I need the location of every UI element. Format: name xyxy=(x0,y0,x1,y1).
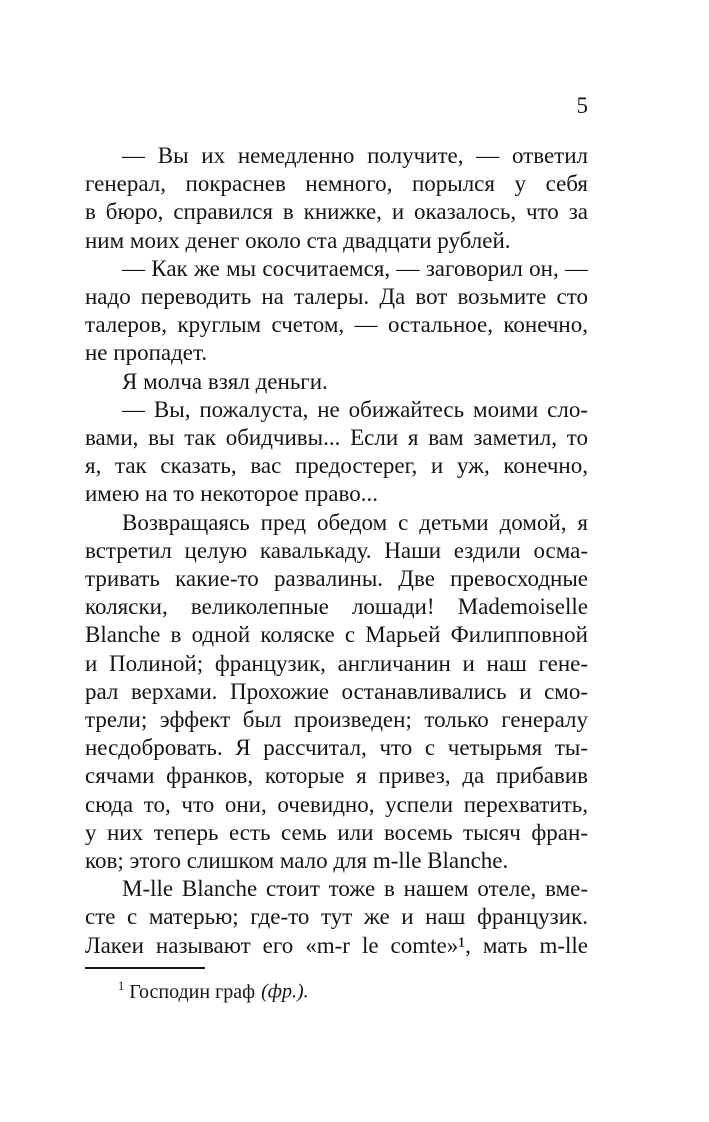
text-line: M-lle Blanche стоит тоже в нашем отеле, вме- xyxy=(122,876,588,902)
body-text xyxy=(85,142,588,1005)
paragraph xyxy=(85,368,588,396)
text-line: встретил целую кавалькаду. Наши ездили осма- xyxy=(85,537,588,563)
text-line: рал верхами. Прохожие останавливались и смо- xyxy=(85,678,588,704)
text-line: тривать какие-то развалины. Две превосходные xyxy=(85,566,588,592)
text-line: — Вы их немедленно получите, — ответил xyxy=(122,143,588,168)
text-line: трели; эффект был произведен; только генералу xyxy=(85,707,588,733)
text-line: в бюро, справился в книжке, и оказалось, что за xyxy=(85,199,588,225)
footnote xyxy=(85,973,588,1005)
text-line: не пропадет. xyxy=(85,340,208,366)
text-line: коляски, великолепные лошади! Mademoiselle xyxy=(85,594,588,620)
paragraph xyxy=(85,875,588,960)
paragraph xyxy=(85,142,588,255)
text-line: сюда то, что они, очевидно, успели перехватить, xyxy=(85,791,588,817)
text-line: Возвращаясь пред обедом с детьми домой, я xyxy=(122,509,588,535)
text-line: несдобровать. Я рассчитал, что с четырьмя ты- xyxy=(85,735,588,761)
paragraph xyxy=(85,396,588,509)
page-number: 5 xyxy=(576,93,588,118)
text-line: сячами франков, которые я привез, да прибавив xyxy=(85,763,588,789)
text-line: генерал, покраснев немного, порылся у себя xyxy=(85,171,588,197)
text-line: — Вы, пожалуста, не обижайтесь моими сло- xyxy=(122,396,588,422)
paragraph xyxy=(85,255,588,368)
text-line: надо переводить на талеры. Да вот возьмите сто xyxy=(85,284,588,310)
text-line: вами, вы так обидчивы... Если я вам заметил, то xyxy=(85,425,588,451)
text-line: — Как же мы сосчитаемся, — заговорил он, — xyxy=(122,255,588,281)
footnote-marker: 1 xyxy=(118,978,125,993)
paragraph xyxy=(85,509,588,876)
footnote-separator xyxy=(85,967,205,969)
text-line: и Полиной; французик, англичанин и наш гене- xyxy=(85,650,588,676)
text-line: сте с матерью; где-то тут же и наш французик. xyxy=(85,904,588,930)
text-line: талеров, круглым счетом, — остальное, конечно, xyxy=(85,312,588,338)
text-line: ним моих денег около ста двадцати рублей. xyxy=(85,227,511,253)
text-line: ков; этого слишком мало для m-lle Blanche. xyxy=(85,848,509,874)
footnote-language-note: (фр.). xyxy=(261,980,309,1003)
text-line: я, так сказать, вас предостерег, и уж, конечно, xyxy=(85,453,588,479)
text-line: у них теперь есть семь или восемь тысяч фран- xyxy=(85,819,588,845)
text-line: имею на то некоторое право... xyxy=(85,481,378,507)
text-line: Лакеи называют его «m-r le comte»¹, мать m-lle xyxy=(85,932,588,958)
text-line: Я молча взял деньги. xyxy=(122,368,328,394)
footnote-text: Господин граф xyxy=(129,980,256,1003)
text-line: Blanche в одной коляске с Марьей Филипповной xyxy=(85,622,588,648)
